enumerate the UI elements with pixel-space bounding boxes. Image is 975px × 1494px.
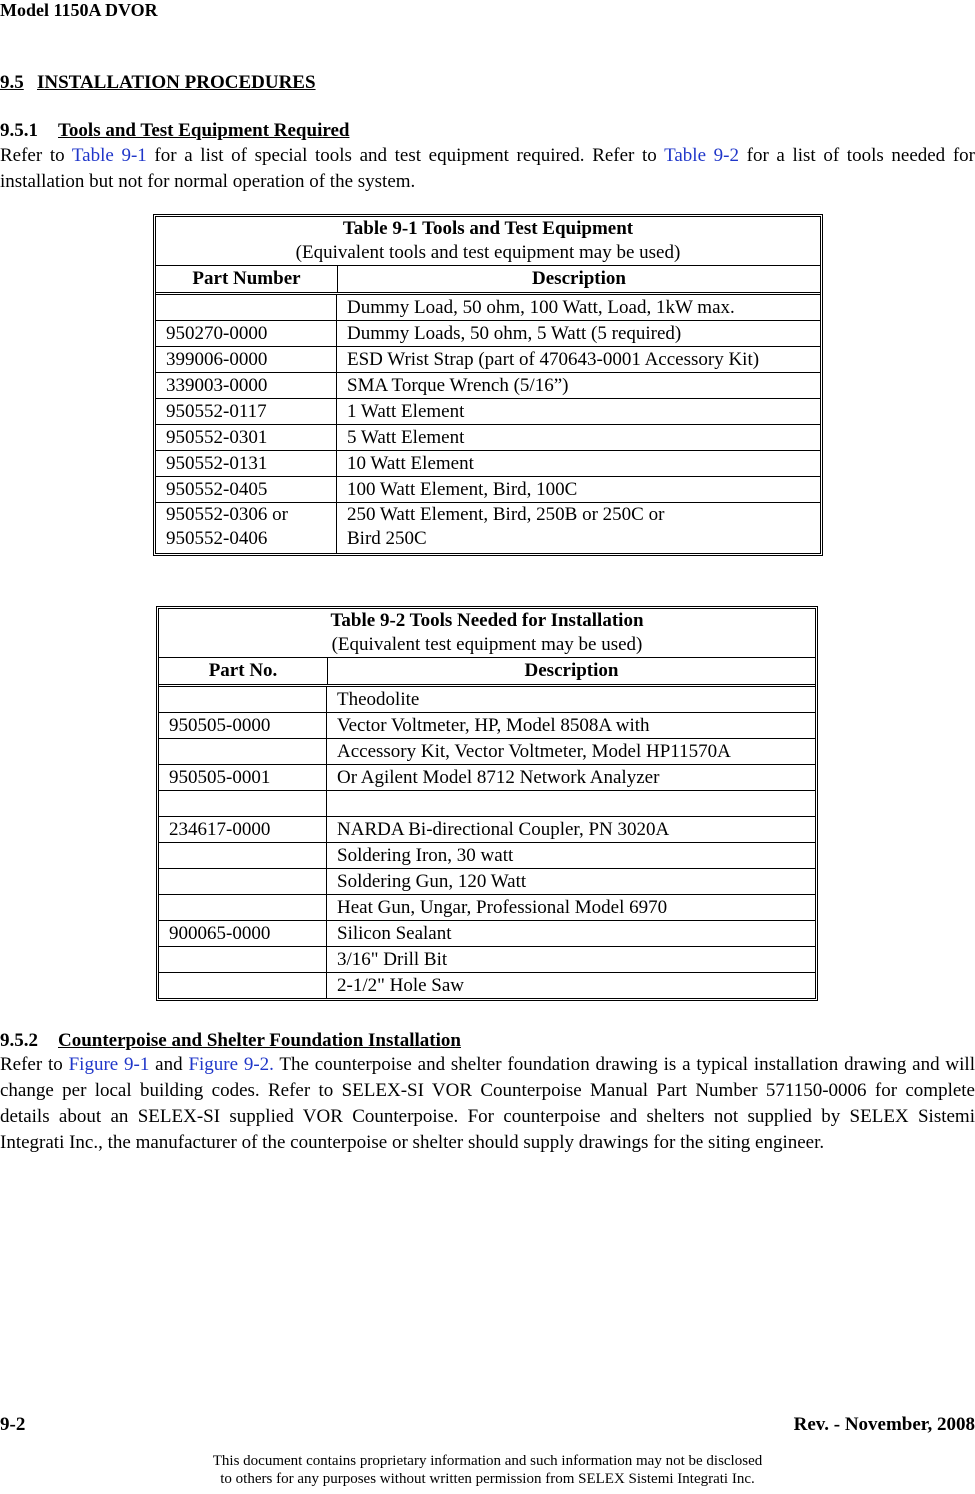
- cell-description: 1 Watt Element: [347, 401, 465, 422]
- cell-part: 950505-0000: [159, 713, 327, 738]
- cell-description: Vector Voltmeter, HP, Model 8508A with: [337, 715, 650, 736]
- cell-description: Dummy Load, 50 ohm, 100 Watt, Load, 1kW max.: [347, 297, 735, 318]
- cell-description: SMA Torque Wrench (5/16”): [347, 375, 569, 396]
- cell-part: [159, 739, 327, 764]
- cell-description: 3/16" Drill Bit: [337, 949, 448, 970]
- table-row: [159, 869, 815, 895]
- table-subtitle: (Equivalent tools and test equipment may be used): [295, 242, 681, 263]
- subsection-heading-9-5-1: [0, 120, 349, 142]
- cell-description: Soldering Iron, 30 watt: [337, 845, 514, 866]
- cell-part: 950552-0131: [156, 451, 337, 476]
- table-row: [156, 425, 820, 451]
- table-row: [156, 399, 820, 425]
- cell-part: 900065-0000: [159, 921, 327, 946]
- para-text: Refer to: [0, 1054, 69, 1075]
- table-caption: [159, 609, 815, 658]
- cell-description: Theodolite: [337, 689, 420, 710]
- section-number: 9.5: [0, 72, 24, 93]
- table-subtitle: (Equivalent test equipment may be used): [331, 634, 643, 655]
- table-body: [156, 295, 820, 553]
- cell-description: Accessory Kit, Vector Voltmeter, Model HP11570A: [337, 741, 731, 762]
- cell-part: 950552-0117: [156, 399, 337, 424]
- table-row: [159, 791, 815, 817]
- cell-description: 100 Watt Element, Bird, 100C: [347, 479, 578, 500]
- table-9-1: [153, 214, 823, 556]
- subsection-title: Counterpoise and Shelter Foundation Installation: [58, 1030, 461, 1051]
- table-row: [156, 477, 820, 503]
- table-title: Table 9-1 Tools and Test Equipment: [342, 218, 634, 239]
- table-caption: [156, 217, 820, 266]
- cell-part: 950552-0301: [156, 425, 337, 450]
- section-heading: [0, 72, 316, 94]
- figure-9-2-link[interactable]: Figure 9-2.: [188, 1054, 274, 1075]
- cell-part: [156, 503, 337, 553]
- cell-line: Bird 250C: [347, 528, 427, 549]
- cell-line: 950552-0306 or: [166, 504, 288, 525]
- table-row: [159, 947, 815, 973]
- revision-date: Rev. - November, 2008: [793, 1414, 975, 1435]
- cell-part: [159, 973, 327, 998]
- column-header-part-no: Part No.: [159, 658, 328, 684]
- cell-description: Heat Gun, Ungar, Professional Model 6970: [337, 897, 668, 918]
- table-row: [159, 843, 815, 869]
- table-row: [159, 817, 815, 843]
- cell-part: 234617-0000: [159, 817, 327, 842]
- table-row: [159, 713, 815, 739]
- table-9-2-link[interactable]: Table 9-2: [664, 145, 739, 166]
- cell-description: NARDA Bi-directional Coupler, PN 3020A: [337, 819, 670, 840]
- table-row: [159, 687, 815, 713]
- figure-9-1-link[interactable]: Figure 9-1: [68, 1054, 150, 1075]
- foundation-paragraph: [0, 1052, 975, 1156]
- column-header-part-number: Part Number: [156, 266, 338, 292]
- table-header-row: [159, 658, 815, 687]
- notice-line: This document contains proprietary information and such information may not be disclosed: [212, 1453, 763, 1469]
- cell-part: 399006-0000: [156, 347, 337, 372]
- table-title: Table 9-2 Tools Needed for Installation: [330, 610, 644, 631]
- para-text: and: [149, 1054, 189, 1075]
- cell-line: 250 Watt Element, Bird, 250B or 250C or: [347, 504, 665, 525]
- table-row: [156, 321, 820, 347]
- cell-part: 950270-0000: [156, 321, 337, 346]
- table-row: [159, 739, 815, 765]
- cell-description: 2-1/2" Hole Saw: [337, 975, 465, 996]
- cell-description: 10 Watt Element: [347, 453, 474, 474]
- cell-part: 950552-0405: [156, 477, 337, 502]
- table-9-2: [156, 606, 818, 1001]
- column-header-description: Description: [532, 268, 626, 289]
- table-9-1-link[interactable]: Table 9-1: [71, 145, 147, 166]
- table-row: [159, 973, 815, 998]
- cell-description: ESD Wrist Strap (part of 470643-0001 Accessory Kit): [347, 349, 760, 370]
- cell-description: [327, 791, 815, 816]
- cell-description: Dummy Loads, 50 ohm, 5 Watt (5 required): [347, 323, 682, 344]
- cell-description: Or Agilent Model 8712 Network Analyzer: [337, 767, 660, 788]
- cell-part: [156, 295, 337, 320]
- table-row: [159, 921, 815, 947]
- table-row: [159, 895, 815, 921]
- cell-part: [159, 791, 327, 816]
- subsection-title: Tools and Test Equipment Required: [58, 120, 350, 141]
- notice-line: to others for any purposes without written permission from SELEX Sistemi Integrati Inc.: [220, 1471, 755, 1487]
- intro-paragraph: [0, 143, 975, 195]
- table-row: [156, 451, 820, 477]
- table-row: [156, 503, 820, 553]
- cell-part: [159, 895, 327, 920]
- table-row: [159, 765, 815, 791]
- para-text: The counterpoise and shelter foundation drawing is a typical installation drawing and will change per local building codes. Refer to SELEX-SI VOR Counterpoise Manual Part Number 571150-0006 for complete details about an SELEX-SI supplied VOR Counterpoise. For counterpoise and shelters not supplied by SELEX Sistemi Integrati Inc., the manufacturer of the counterpoise or shelter should supply drawings for the siting engineer.: [0, 1054, 975, 1153]
- proprietary-notice: [0, 1452, 975, 1488]
- cell-part: 339003-0000: [156, 373, 337, 398]
- para-text: Refer to: [0, 145, 72, 166]
- para-text: for a list of tools needed for installation but not for normal operation of the system.: [0, 145, 975, 192]
- cell-line: 950552-0406: [166, 528, 268, 549]
- subsection-number: 9.5.1: [0, 120, 38, 141]
- table-header-row: [156, 266, 820, 295]
- cell-description: Silicon Sealant: [337, 923, 452, 944]
- cell-part: [159, 687, 327, 712]
- column-header-description: Description: [524, 660, 619, 681]
- cell-part: [159, 947, 327, 972]
- cell-description: [337, 503, 820, 553]
- document-header: Model 1150A DVOR: [0, 0, 158, 20]
- cell-part: 950505-0001: [159, 765, 327, 790]
- subsection-number: 9.5.2: [0, 1030, 38, 1051]
- page-number: 9-2: [0, 1414, 26, 1435]
- cell-part: [159, 869, 327, 894]
- cell-description: 5 Watt Element: [347, 427, 465, 448]
- cell-description: Soldering Gun, 120 Watt: [337, 871, 527, 892]
- subsection-heading-9-5-2: [0, 1030, 461, 1052]
- table-body: [159, 687, 815, 998]
- table-row: [156, 295, 820, 321]
- section-title: INSTALLATION PROCEDURES: [37, 72, 316, 93]
- para-text: for a list of special tools and test equipment required. Refer to: [146, 145, 665, 166]
- table-row: [156, 347, 820, 373]
- table-row: [156, 373, 820, 399]
- cell-part: [159, 843, 327, 868]
